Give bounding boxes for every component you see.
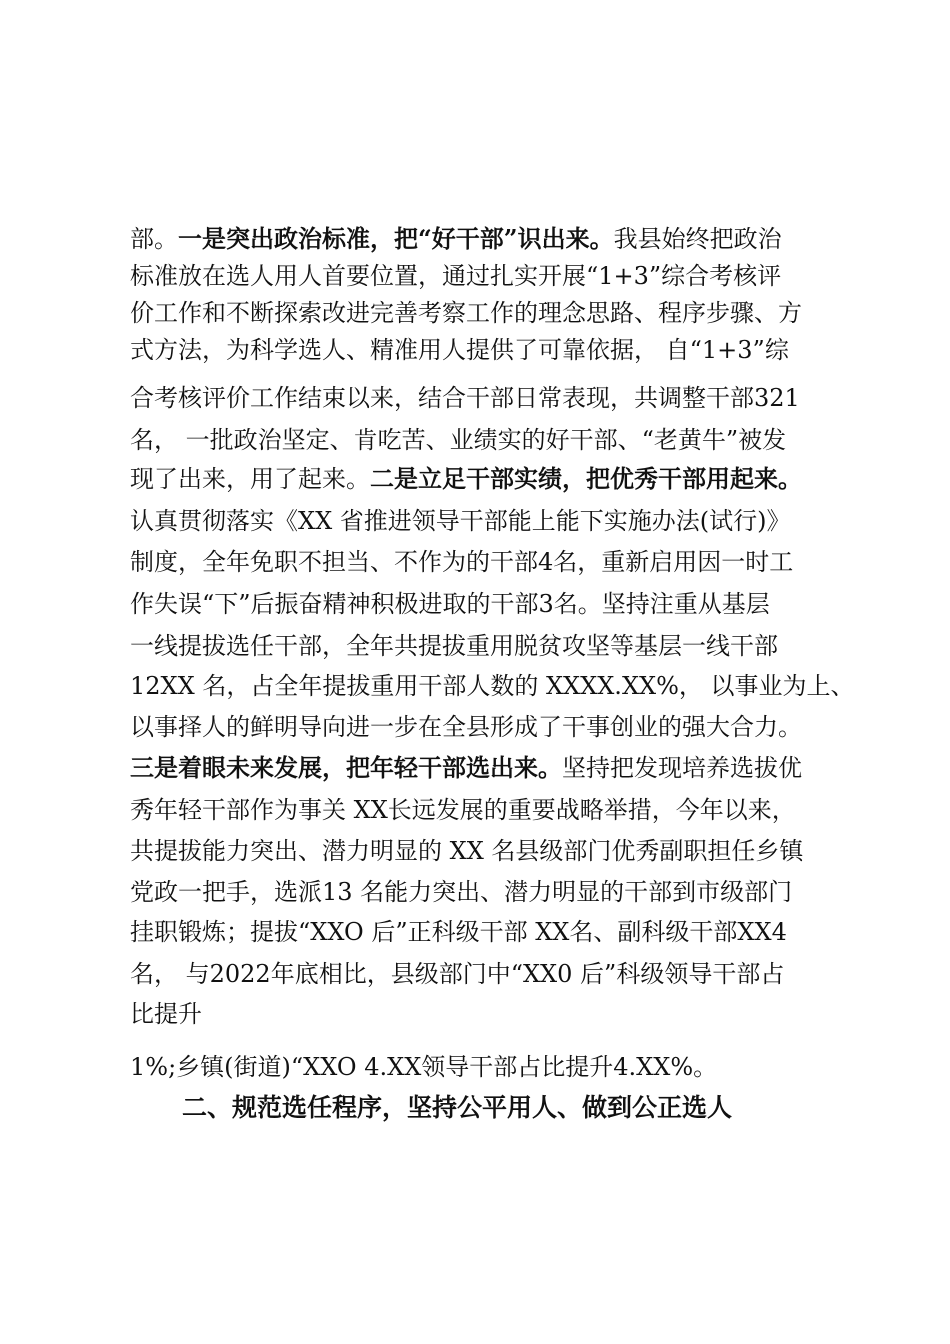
section-heading: 二、规范选任程序，坚持公平用人、做到公正选人 (182, 1093, 733, 1122)
paragraph-line: 名， 一批政治坚定、肯吃苦、业绩实的好干部、“老黄牛”被发 (130, 426, 787, 454)
paragraph-line: 挂职锻炼；提拔“XXO 后”正科级干部 XX名、副科级干部XX4 (130, 918, 787, 946)
paragraph-line: 制度，全年免职不担当、不作为的干部4名，重新启用因一时工 (130, 548, 794, 576)
text-run: 现了出来，用了起来。 (130, 465, 370, 493)
paragraph-line: 价工作和不断探索改进完善考察工作的理念思路、程序步骤、方 (130, 299, 802, 327)
bold-text-run: 三是着眼未来发展，把年轻干部选出来。 (130, 753, 562, 782)
paragraph-line: 名， 与2022年底相比，县级部门中“XX0 后”科级领导干部占 (130, 960, 785, 988)
paragraph-line (130, 223, 830, 255)
paragraph-line: 作失误“下”后振奋精神积极进取的干部3名。坚持注重从基层 (130, 590, 770, 618)
bold-text-run: 一是突出政治标准，把“好干部”识出来。 (178, 224, 614, 253)
paragraph-line: 一线提拔选任干部，全年共提拔重用脱贫攻坚等基层一线干部 (130, 632, 778, 660)
paragraph-line: 秀年轻干部作为事关 XX长远发展的重要战略举措，今年以来， (130, 796, 796, 824)
bold-text-run: 二是立足干部实绩，把优秀干部用起来。 (370, 464, 802, 493)
text-run: 我县始终把政治 (613, 225, 782, 253)
paragraph-line: 党政一把手，选派13 名能力突出、潜力明显的干部到市级部门 (130, 878, 793, 906)
paragraph-line: 标准放在选人用人首要位置，通过扎实开展“1+3”综合考核评 (130, 262, 782, 290)
paragraph-line: 12XX 名，占全年提拔重用干部人数的 XXXX.XX%， 以事业为上、 (130, 672, 855, 700)
paragraph-line: 比提升 (130, 1000, 202, 1028)
paragraph-line (130, 752, 830, 784)
text-run: 部。 (130, 225, 178, 253)
paragraph-line: 认真贯彻落实《XX 省推进领导干部能上能下实施办法(试行)》 (130, 507, 791, 535)
paragraph-line: 式方法，为科学选人、精准用人提供了可靠依据， 自“1+3”综 (130, 336, 789, 364)
text-run: 坚持把发现培养选拔优 (562, 754, 802, 782)
paragraph-line: 共提拔能力突出、潜力明显的 XX 名县级部门优秀副职担任乡镇 (130, 837, 804, 865)
paragraph-line: 合考核评价工作结束以来，结合干部日常表现，共调整干部321 (130, 384, 800, 412)
paragraph-line: 1%;乡镇(街道)“XXO 4.XX领导干部占比提升4.XX%。 (130, 1053, 718, 1081)
paragraph-line: 以事择人的鲜明导向进一步在全县形成了干事创业的强大合力。 (130, 713, 802, 741)
paragraph-line (130, 463, 830, 495)
